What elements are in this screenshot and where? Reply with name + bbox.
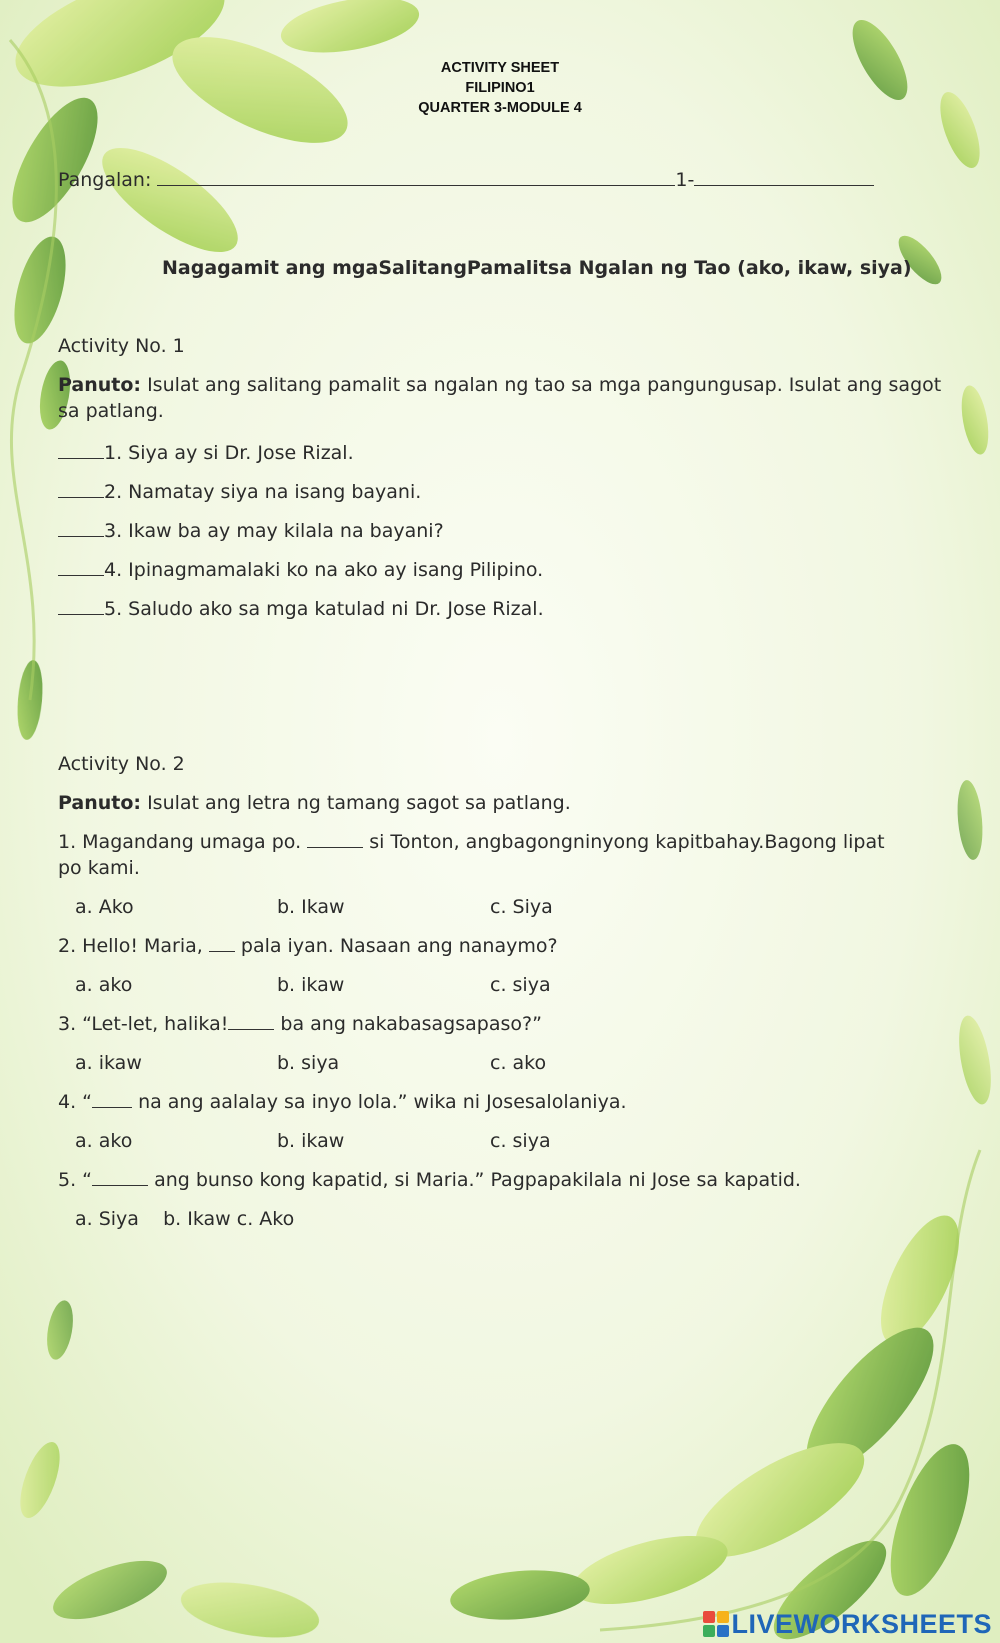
name-line: [58, 168, 874, 192]
item-text: 4. Ipinagmamalaki ko na ako ay isang Pilipino.: [104, 559, 544, 581]
answer-blank[interactable]: [92, 1091, 132, 1108]
choice-a[interactable]: a. ako: [75, 1130, 133, 1152]
question-5-choices[interactable]: a. Siya b. Ikaw c. Ako: [75, 1208, 295, 1230]
item-text: 5. Saludo ako sa mga katulad ni Dr. Jose Rizal.: [104, 598, 544, 620]
activity1-heading: Activity No. 1: [58, 335, 185, 357]
question-3: [58, 1012, 542, 1036]
list-item: [58, 558, 543, 582]
list-item: [58, 519, 444, 543]
choice-c[interactable]: c. ako: [490, 1052, 547, 1074]
choice-b[interactable]: b. siya: [277, 1052, 340, 1074]
question-1-cont: po kami.: [58, 857, 140, 879]
question-text: 5. “: [58, 1169, 93, 1191]
choice-c[interactable]: c. Siya: [490, 896, 553, 918]
header-subject: FILIPINO1: [465, 80, 535, 96]
section-blank[interactable]: [694, 169, 874, 186]
answer-blank[interactable]: [58, 481, 104, 498]
item-text: 2. Namatay siya na isang bayani.: [104, 481, 422, 503]
panuto-label: Panuto:: [58, 374, 142, 396]
question-text: 1. Magandang umaga po.: [58, 831, 302, 853]
list-item: [58, 597, 544, 621]
question-1: [58, 830, 885, 854]
choice-c[interactable]: c. siya: [490, 974, 551, 996]
question-text: ang bunso kong kapatid, si Maria.” Pagpapakilala ni Jose sa kapatid.: [154, 1169, 801, 1191]
answer-blank[interactable]: [58, 520, 104, 537]
choice-a[interactable]: a. Ako: [75, 896, 134, 918]
question-4: [58, 1090, 627, 1114]
item-text: 1. Siya ay si Dr. Jose Rizal.: [104, 442, 354, 464]
question-text: ba ang nakabasagsapaso?”: [280, 1013, 542, 1035]
answer-blank[interactable]: [92, 1169, 148, 1186]
choice-c[interactable]: c. siya: [490, 1130, 551, 1152]
activity1-instructions-cont: sa patlang.: [58, 400, 164, 422]
header-title: ACTIVITY SHEET: [440, 60, 560, 76]
answer-blank[interactable]: [58, 559, 104, 576]
answer-blank[interactable]: [58, 442, 104, 459]
question-text: pala iyan. Nasaan ang nanaymo?: [240, 935, 558, 957]
panuto-label: Panuto:: [58, 792, 142, 814]
answer-blank[interactable]: [58, 598, 104, 615]
question-5: [58, 1168, 801, 1192]
activity2-instructions: [58, 791, 571, 815]
panuto-text: Isulat ang letra ng tamang sagot sa patlang.: [147, 792, 571, 814]
logo-text: LIVEWORKSHEETS: [731, 1608, 992, 1639]
question-text: na ang aalalay sa inyo lola.” wika ni Josesalolaniya.: [138, 1091, 627, 1113]
list-item: [58, 441, 354, 465]
choice-b[interactable]: b. Ikaw: [277, 896, 345, 918]
activity2-heading: Activity No. 2: [58, 753, 185, 775]
activity1-instructions: [58, 373, 941, 397]
answer-blank[interactable]: [209, 935, 235, 952]
question-text: 4. “: [58, 1091, 93, 1113]
choice-a[interactable]: a. ikaw: [75, 1052, 142, 1074]
panuto-text: Isulat ang salitang pamalit sa ngalan ng tao sa mga pangungusap. Isulat ang sagot: [147, 374, 942, 396]
choice-a[interactable]: a. ako: [75, 974, 133, 996]
question-text: 2. Hello! Maria,: [58, 935, 203, 957]
list-item: [58, 480, 421, 504]
question-2: [58, 934, 558, 958]
question-text: si Tonton, angbagongninyong kapitbahay.Bagong lipat: [369, 831, 885, 853]
question-text: 3. “Let-let, halika!: [58, 1013, 229, 1035]
liveworksheets-logo-icon: [701, 1609, 731, 1639]
sheet-header: [0, 58, 1000, 118]
liveworksheets-logo: [701, 1609, 992, 1639]
choice-b[interactable]: b. ikaw: [277, 974, 345, 996]
header-quarter: QUARTER 3-MODULE 4: [418, 100, 582, 116]
answer-blank[interactable]: [307, 831, 363, 848]
name-blank[interactable]: [157, 169, 675, 186]
item-text: 3. Ikaw ba ay may kilala na bayani?: [104, 520, 444, 542]
choice-b[interactable]: b. ikaw: [277, 1130, 345, 1152]
lesson-title: Nagagamit ang mgaSalitangPamalitsa Ngalan ng Tao (ako, ikaw, siya): [162, 257, 912, 279]
name-label: Pangalan:: [58, 169, 152, 191]
answer-blank[interactable]: [228, 1013, 274, 1030]
section-label: 1-: [675, 169, 695, 191]
